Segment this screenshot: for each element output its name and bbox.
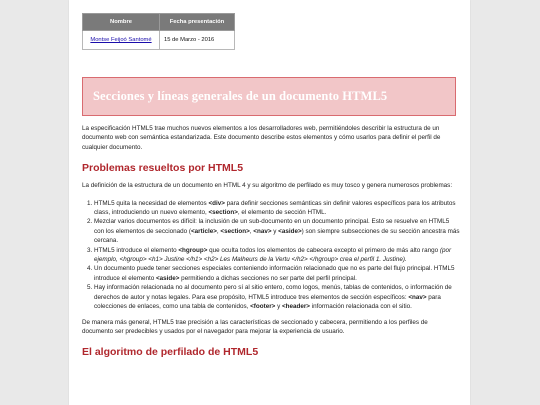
- title-banner: [82, 77, 456, 116]
- document-page: [69, 0, 470, 405]
- table-header-row: [83, 14, 235, 31]
- section-heading-algorithm: El algoritmo de perfilado de HTML5: [82, 346, 259, 359]
- page-title: Secciones y líneas generales de un documento HTML5: [93, 89, 388, 103]
- closing-paragraph: De manera más general, HTML5 trae precisión a las características de seccionado y cabecera, permitiendo a los perfiles de documento ser predecibles y usados por el navegador para mejorar la experiencia de usuario.: [82, 318, 428, 335]
- section-heading-problems: Problemas resueltos por HTML5: [82, 162, 244, 175]
- list-item: 2. Mezclar varios documentos es difícil: la inclusión de un sub-documento en un documento principal. Esto se resuelve en HTML5 con los elementos de seccionado (<article>, <section>, <nav> y <aside>) son siempre subsecciones de su sección ancestra más cercana.: [94, 217, 460, 245]
- author-cell: [83, 31, 160, 50]
- column-header-date: Fecha presentación: [160, 14, 235, 31]
- list-item: 4. Un documento puede tener secciones especiales conteniendo información relacionado que no es parte del flujo principal. HTML5 introduce el elemento <aside> permitiendo a dichas secciones no ser parte del perfil principal.: [94, 264, 460, 283]
- problems-list: [82, 199, 460, 312]
- list-item: 5. Hay información relacionada no al documento pero sí al sitio entero, como logos, menús, tablas de contenidos, o información de derechos de autor y notas legales. Para ese propósito, HTML5 introduce tres elementos de sección específicos: <nav> para colecciones de enlaces, como una tabla de contenidos, <footer> y <header> información relacionada con el sitio.: [94, 283, 460, 311]
- author-link[interactable]: Montse Feijoó Santomé: [90, 37, 152, 43]
- list-item: 3. HTML5 introduce el elemento <hgroup> que oculta todos los elementos de cabecera excepto el primero de más alto rango (por ejemplo, <hgroup> <h1> Justine </h1> <h2> Les Malheurs de la Vertu </h2> </hgroup> crea el perfil 1. Justine).: [94, 246, 460, 265]
- section-lead-paragraph: La definición de la estructura de un documento en HTML 4 y su algoritmo de perfilado es muy tosco y genera numerosos problemas:: [82, 182, 453, 190]
- intro-paragraph: La especificación HTML5 trae muchos nuevos elementos a los desarrolladores web, permitiéndoles describir la estructura de un documento web con semántica estandarizada. Este documento describe estos elementos y cómo usarlos para definir el perfil de cualquier documento.: [82, 125, 441, 151]
- list-item: 1. HTML5 quita la necesidad de elementos <div> para definir secciones semánticas sin definir valores específicos para los atributos class, introduciendo un nuevo elemento, <section>, el elemento de sección HTML.: [94, 199, 460, 218]
- document-body: [82, 124, 460, 365]
- column-header-name: Nombre: [83, 14, 160, 31]
- presentation-info-table: [82, 13, 235, 50]
- table-row: [83, 31, 235, 50]
- date-cell: 15 de Marzo - 2016: [160, 31, 235, 50]
